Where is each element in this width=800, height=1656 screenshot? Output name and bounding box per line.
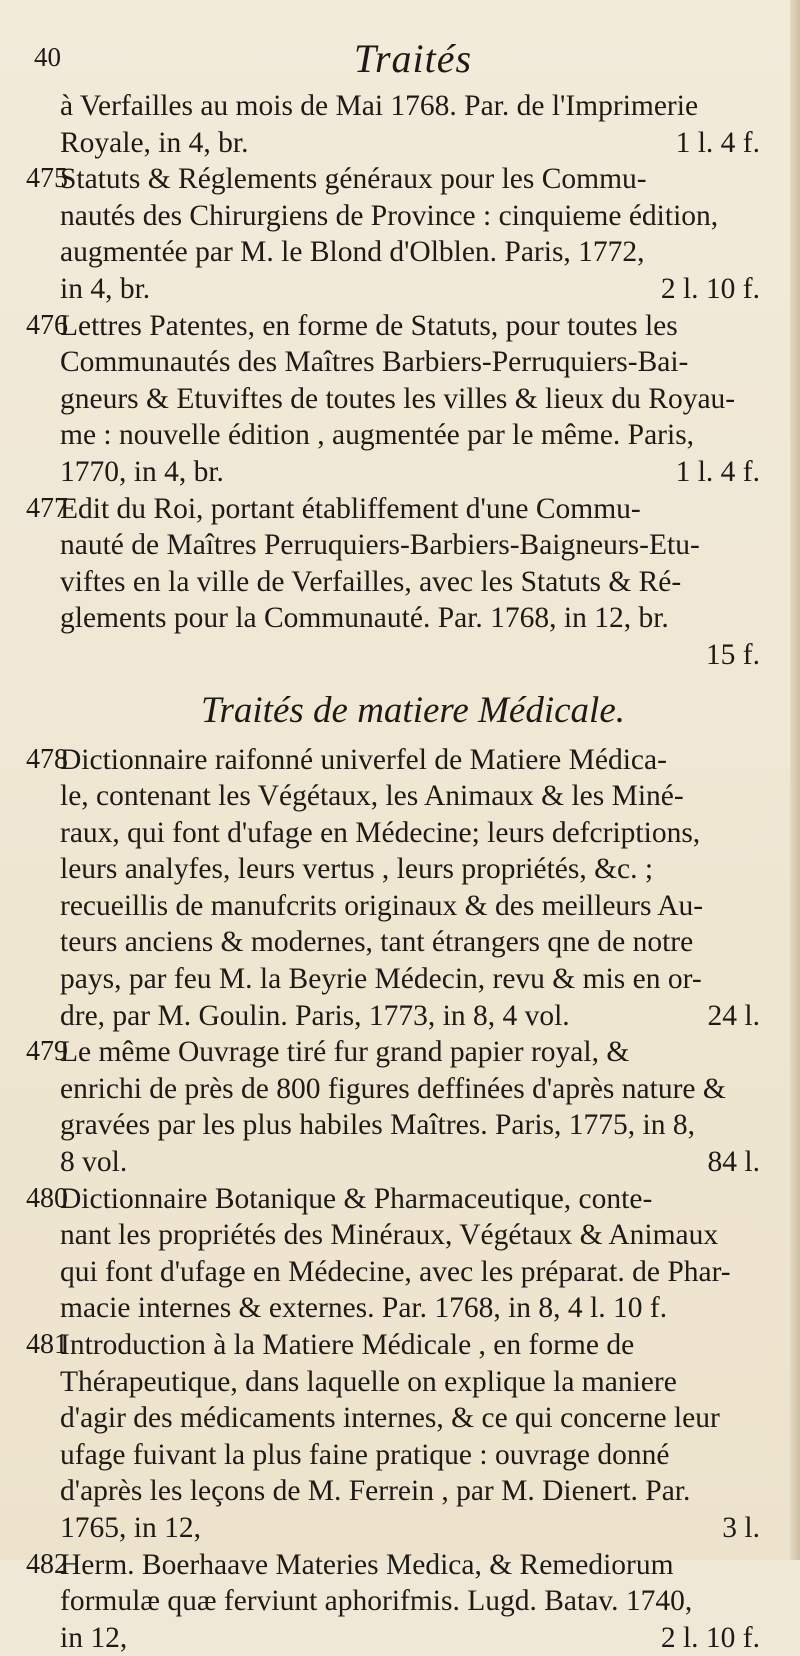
entry-line: qui font d'ufage en Médecine, avec les préparat. de Phar- (60, 1255, 731, 1288)
entry-line: leurs analyfes, leurs vertus , leurs propriétés, &c. ; (60, 853, 654, 886)
entry-line: teurs anciens & modernes, tant étrangers qne de notre (60, 926, 694, 959)
entry-line: à Verfailles au mois de Mai 1768. Par. de l'Imprimerie (60, 90, 699, 122)
entry-line: Thérapeutique, dans laquelle on explique la maniere (60, 1365, 677, 1398)
catalog-entry (26, 161, 766, 307)
entry-number: 481 (26, 1329, 68, 1360)
entry-line-with-price (60, 637, 766, 674)
entry-line (26, 742, 766, 779)
price: 1 l. 4 f. (675, 455, 760, 488)
entry-line: Royale, in 4, br. (60, 126, 249, 159)
catalog-entry (26, 1327, 766, 1547)
price: 1 l. 4 f. (675, 126, 760, 159)
entry-line: augmentée par M. le Blond d'Olblen. Paris, 1772, (60, 236, 645, 269)
entry-line (26, 1547, 766, 1584)
entry-line-with-price (60, 454, 766, 491)
entry-line: raux, qui font d'ufage en Médecine; leurs defcriptions, (60, 816, 701, 849)
page-number: 40 (34, 42, 61, 72)
running-title: Traités (353, 36, 473, 81)
price: 3 l. (722, 1511, 760, 1544)
catalog-entry (26, 308, 766, 491)
entry-line (26, 161, 766, 198)
catalog-entry (26, 1034, 766, 1180)
entry-line (26, 1327, 766, 1364)
entry-line: in 12, (60, 1621, 128, 1654)
entry-line (26, 491, 766, 528)
entry-number: 478 (26, 743, 68, 775)
catalog-entry (26, 742, 766, 1035)
entry-line-with-price (60, 1620, 766, 1656)
price: 24 l. (707, 999, 760, 1032)
page-edge (790, 0, 800, 1560)
entry-line-with-price (60, 125, 766, 162)
catalog-entry (26, 491, 766, 674)
entry-line: formulæ quæ ferviunt aphorifmis. Lugd. Batav. 1740, (60, 1585, 693, 1618)
entry-line: nautés des Chirurgiens de Province : cinquieme édition, (60, 199, 719, 232)
entry-text: Dictionnaire Botanique & Pharmaceutique, conte- (60, 1182, 653, 1215)
entry-line: d'après les leçons de M. Ferrein , par M. Dienert. Par. (60, 1475, 691, 1508)
entry-line: d'agir des médicaments internes, & ce qui concerne leur (60, 1402, 720, 1435)
entry-line: 1770, in 4, br. (60, 455, 224, 488)
catalog-entry (26, 1547, 766, 1656)
entry-line: me : nouvelle édition , augmentée par le même. Paris, (60, 419, 695, 452)
entry-line: viftes en la ville de Verfailles, avec les Statuts & Ré- (60, 565, 682, 598)
entry-line: in 4, br. (60, 272, 151, 305)
entry-line (26, 308, 766, 345)
entry-text: Edit du Roi, portant établiffement d'une Commu- (60, 492, 641, 525)
entry-line: 8 vol. (60, 1146, 128, 1179)
entry-line: ufage fuivant la plus faine pratique : ouvrage donné (60, 1438, 670, 1471)
entry-line-with-price (60, 998, 766, 1035)
entry-line: glements pour la Communauté. Par. 1768, in 12, br. (60, 602, 669, 635)
entry-text: Le même Ouvrage tiré fur grand papier royal, & (60, 1036, 630, 1069)
price: 2 l. 10 f. (660, 1621, 760, 1654)
price: 84 l. (707, 1146, 760, 1179)
entry-number: 476 (26, 309, 68, 341)
entry-line: gneurs & Etuviftes de toutes les villes & lieux du Royau- (60, 382, 736, 415)
page-header (34, 30, 766, 88)
entry-line-with-price (60, 1510, 766, 1547)
entry-number: 477 (26, 492, 68, 524)
entry-line: recueillis de manufcrits originaux & des meilleurs Au- (60, 889, 704, 922)
entry-line (26, 1034, 766, 1071)
entry-line: nant les propriétés des Minéraux, Végétaux & Animaux (60, 1219, 719, 1252)
entry-number: 475 (26, 163, 68, 195)
entry-text: Herm. Boerhaave Materies Medica, & Remediorum (60, 1548, 674, 1581)
entry-line: gravées par les plus habiles Maîtres. Paris, 1775, in 8, (60, 1109, 695, 1142)
entry-number: 479 (26, 1036, 68, 1068)
entry-line: 1765, in 12, (60, 1511, 201, 1544)
entry-number: 482 (26, 1548, 68, 1580)
entry-line: enrichi de près de 800 figures deffinées d'après nature & (60, 1072, 726, 1105)
catalog-entry (26, 1181, 766, 1327)
price: 15 f. (705, 638, 760, 671)
catalog-entry (60, 88, 766, 161)
price: 2 l. 10 f. (660, 272, 760, 305)
entry-line (26, 1181, 766, 1218)
section-title: Traités de matiere Médicale. (200, 689, 626, 731)
entry-number: 480 (26, 1182, 68, 1214)
entry-line: macie internes & externes. Par. 1768, in 8, 4 l. 10 f. (60, 1292, 668, 1325)
entry-line: Communautés des Maîtres Barbiers-Perruquiers-Bai- (60, 346, 689, 379)
entry-text: Lettres Patentes, en forme de Statuts, pour toutes les (60, 309, 678, 342)
entry-line-with-price (60, 1144, 766, 1181)
entry-line-with-price (60, 271, 766, 308)
entry-line: le, contenant les Végétaux, les Animaux & les Miné- (60, 780, 684, 813)
entry-line: nauté de Maîtres Perruquiers-Barbiers-Baigneurs-Etu- (60, 529, 700, 562)
entry-line: dre, par M. Goulin. Paris, 1773, in 8, 4 vol. (60, 999, 570, 1032)
entry-text: Statuts & Réglements généraux pour les Commu- (60, 163, 647, 196)
entry-line: pays, par feu M. la Beyrie Médecin, revu & mis en or- (60, 963, 702, 996)
entry-text: Introduction à la Matiere Médicale , en forme de (60, 1329, 635, 1361)
entry-text: Dictionnaire raifonné univerfel de Matiere Médica- (60, 743, 667, 776)
